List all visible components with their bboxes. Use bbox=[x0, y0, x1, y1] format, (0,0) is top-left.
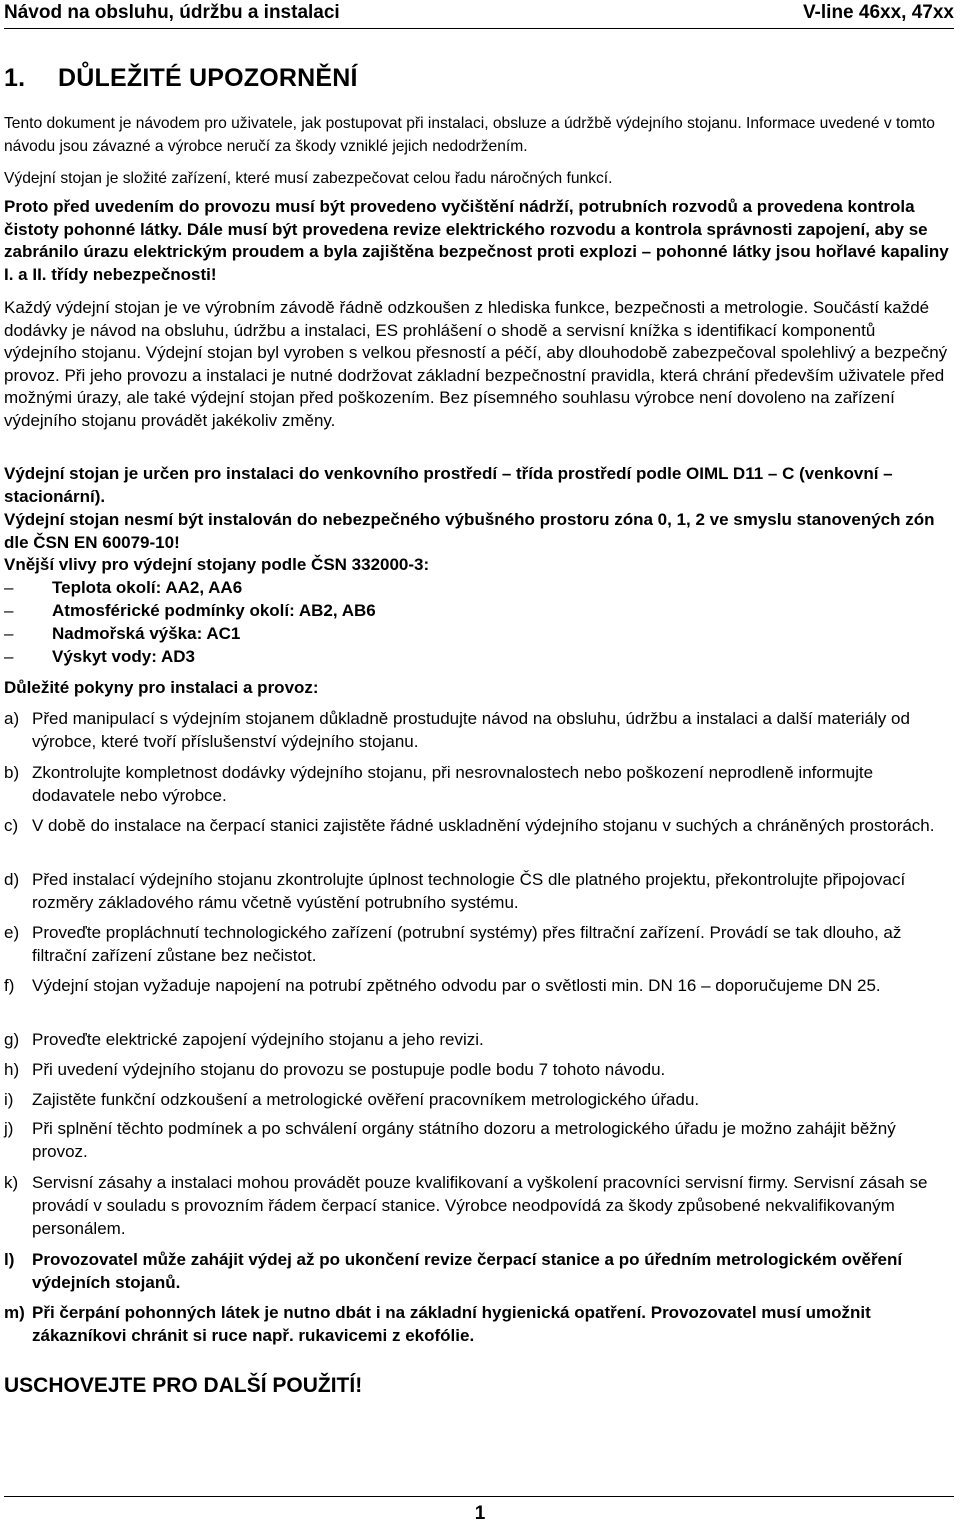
header-model: V-line 46xx, 47xx bbox=[802, 2, 954, 23]
info-paragraph: Každý výdejní stojan je ve výrobním závodě řádně odzkoušen z hlediska funkce, bezpečnosti a metrologie. Součástí každé dodávky je návod na obsluhu, údržbu a instalaci, ES prohlášení o shodě a servisní knížka s identifikací komponentů výdejního stojanu. Výdejní stojan byl vyroben s velkou přesností a péčí, aby dlouhodobě zabezpečoval spolehlivý a bezpečný provoz. Při jeho provozu a instalaci je nutné dodržovat základní bezpečnostní pravidla, která chrání především uživatele před možnými úrazy, ale také výdejní stojan před poškozením. Bez písemného souhlasu výrobce není dovoleno na zařízení výdejního stojanu provádět jakékoliv změny. bbox=[4, 298, 948, 430]
list-item: m) Při čerpání pohonných látek je nutno dbát i na základní hygienická opatření. Provozovatel musí umožnit zákazníkovi chránit si ruce např. rukavicemi z ekofólie. bbox=[4, 1303, 871, 1345]
list-item: g) Proveďte elektrické zapojení výdejního stojanu a jeho revizi. bbox=[4, 1030, 484, 1049]
warning-paragraph: Proto před uvedením do provozu musí být provedeno vyčištění nádrží, potrubních rozvodů a provedena kontrola čistoty pohonné látky. Dále musí být provedena revize elektrického rozvodu a kontrola správnosti zapojení, aby se zabránilo úrazu elektrickým proudem a byla zajištěna bezpečnost proti explozi – pohonné látky jsou hořlavé kapaliny I. a II. třídy nebezpečnosti! bbox=[4, 197, 949, 284]
list-item: f) Výdejní stojan vyžaduje napojení na potrubí zpětného odvodu par o světlosti min. DN 16 – doporučujeme DN 25. bbox=[4, 976, 881, 995]
list-item: l) Provozovatel může zahájit výdej až po ukončení revize čerpací stanice a po úředním metrologickém ověření výdejních stojanů. bbox=[4, 1250, 903, 1292]
header-title: Návod na obsluhu, údržbu a instalaci bbox=[4, 2, 340, 23]
list-item: k) Servisní zásahy a instalaci mohou provádět pouze kvalifikovaní a vyškolení pracovníci servisní firmy. Servisní zásah se provádí v souladu s provozním řádem čerpací stanice. Výrobce neodpovídá za škody způsobené nekvalifikovaným personálem. bbox=[4, 1173, 928, 1238]
list-item: h) Při uvedení výdejního stojanu do provozu se postupuje podle bodu 7 tohoto návodu. bbox=[4, 1060, 666, 1079]
intro-paragraph-1: Tento dokument je návodem pro uživatele, jak postupovat při instalaci, obsluze a údržbě výdejního stojanu. Informace uvedené v tomto návodu jsou závazné a výrobce neručí za škody vzniklé jejich nedodržením. bbox=[4, 115, 935, 155]
hazard-zone-paragraph: Výdejní stojan nesmí být instalován do nebezpečného výbušného prostoru zóna 0, 1, 2 ve smyslu stanovených zón dle ČSN EN 60079-10! bbox=[4, 510, 935, 552]
page-header bbox=[4, 0, 954, 29]
instructions-heading: Důležité pokyny pro instalaci a provoz: bbox=[4, 678, 319, 697]
list-item: a) Před manipulací s výdejním stojanem důkladně prostudujte návod na obsluhu, údržbu a instalaci a další materiály od výrobce, které tvoří příslušenství výdejního stojanu. bbox=[4, 709, 910, 751]
influence-item: – Nadmořská výška: AC1 bbox=[4, 624, 241, 643]
keep-for-later-notice: USCHOVEJTE PRO DALŠÍ POUŽITÍ! bbox=[4, 1374, 363, 1397]
influence-item: – Atmosférické podmínky okolí: AB2, AB6 bbox=[4, 601, 376, 620]
list-item: e) Proveďte propláchnutí technologického zařízení (potrubní systémy) přes filtrační zařízení. Provádí se tak dlouho, až filtrační zařízení zůstane bez nečistot. bbox=[4, 923, 902, 965]
list-item: j) Při splnění těchto podmínek a po schválení orgány státního dozoru a metrologického úřadu je možno zahájit běžný provoz. bbox=[4, 1119, 896, 1161]
list-item: i) Zajistěte funkční odzkoušení a metrologické ověření pracovníkem metrologického úřadu. bbox=[4, 1090, 700, 1109]
list-item: d) Před instalací výdejního stojanu zkontrolujte úplnost technologie ČS dle platného projektu, překontrolujte připojovací rozměry základového rámu včetně vyústění potrubního systému. bbox=[4, 870, 906, 912]
section-title bbox=[4, 64, 358, 93]
list-item: c) V době do instalace na čerpací stanici zajistěte řádné uskladnění výdejního stojanu v suchých a chráněných prostorách. bbox=[4, 816, 935, 835]
section-title-text: DŮLEŽITÉ UPOZORNĚNÍ bbox=[58, 64, 358, 92]
intro-paragraph-2: Výdejní stojan je složité zařízení, které musí zabezpečovat celou řadu náročných funkcí. bbox=[4, 170, 613, 187]
section-number: 1. bbox=[4, 64, 26, 92]
influence-item: – Výskyt vody: AD3 bbox=[4, 647, 195, 666]
page-number: 1 bbox=[474, 1503, 486, 1524]
environment-class-paragraph: Výdejní stojan je určen pro instalaci do venkovního prostředí – třída prostředí podle OIML D11 – C (venkovní – stacionární). bbox=[4, 464, 893, 506]
footer-divider bbox=[4, 1496, 954, 1497]
list-item: b) Zkontrolujte kompletnost dodávky výdejního stojanu, při nesrovnalostech nebo poškození neprodleně informujte dodavatele nebo výrobce. bbox=[4, 763, 874, 805]
influence-item: – Teplota okolí: AA2, AA6 bbox=[4, 578, 243, 597]
external-influences-heading: Vnější vlivy pro výdejní stojany podle ČSN 332000-3: bbox=[4, 555, 430, 574]
